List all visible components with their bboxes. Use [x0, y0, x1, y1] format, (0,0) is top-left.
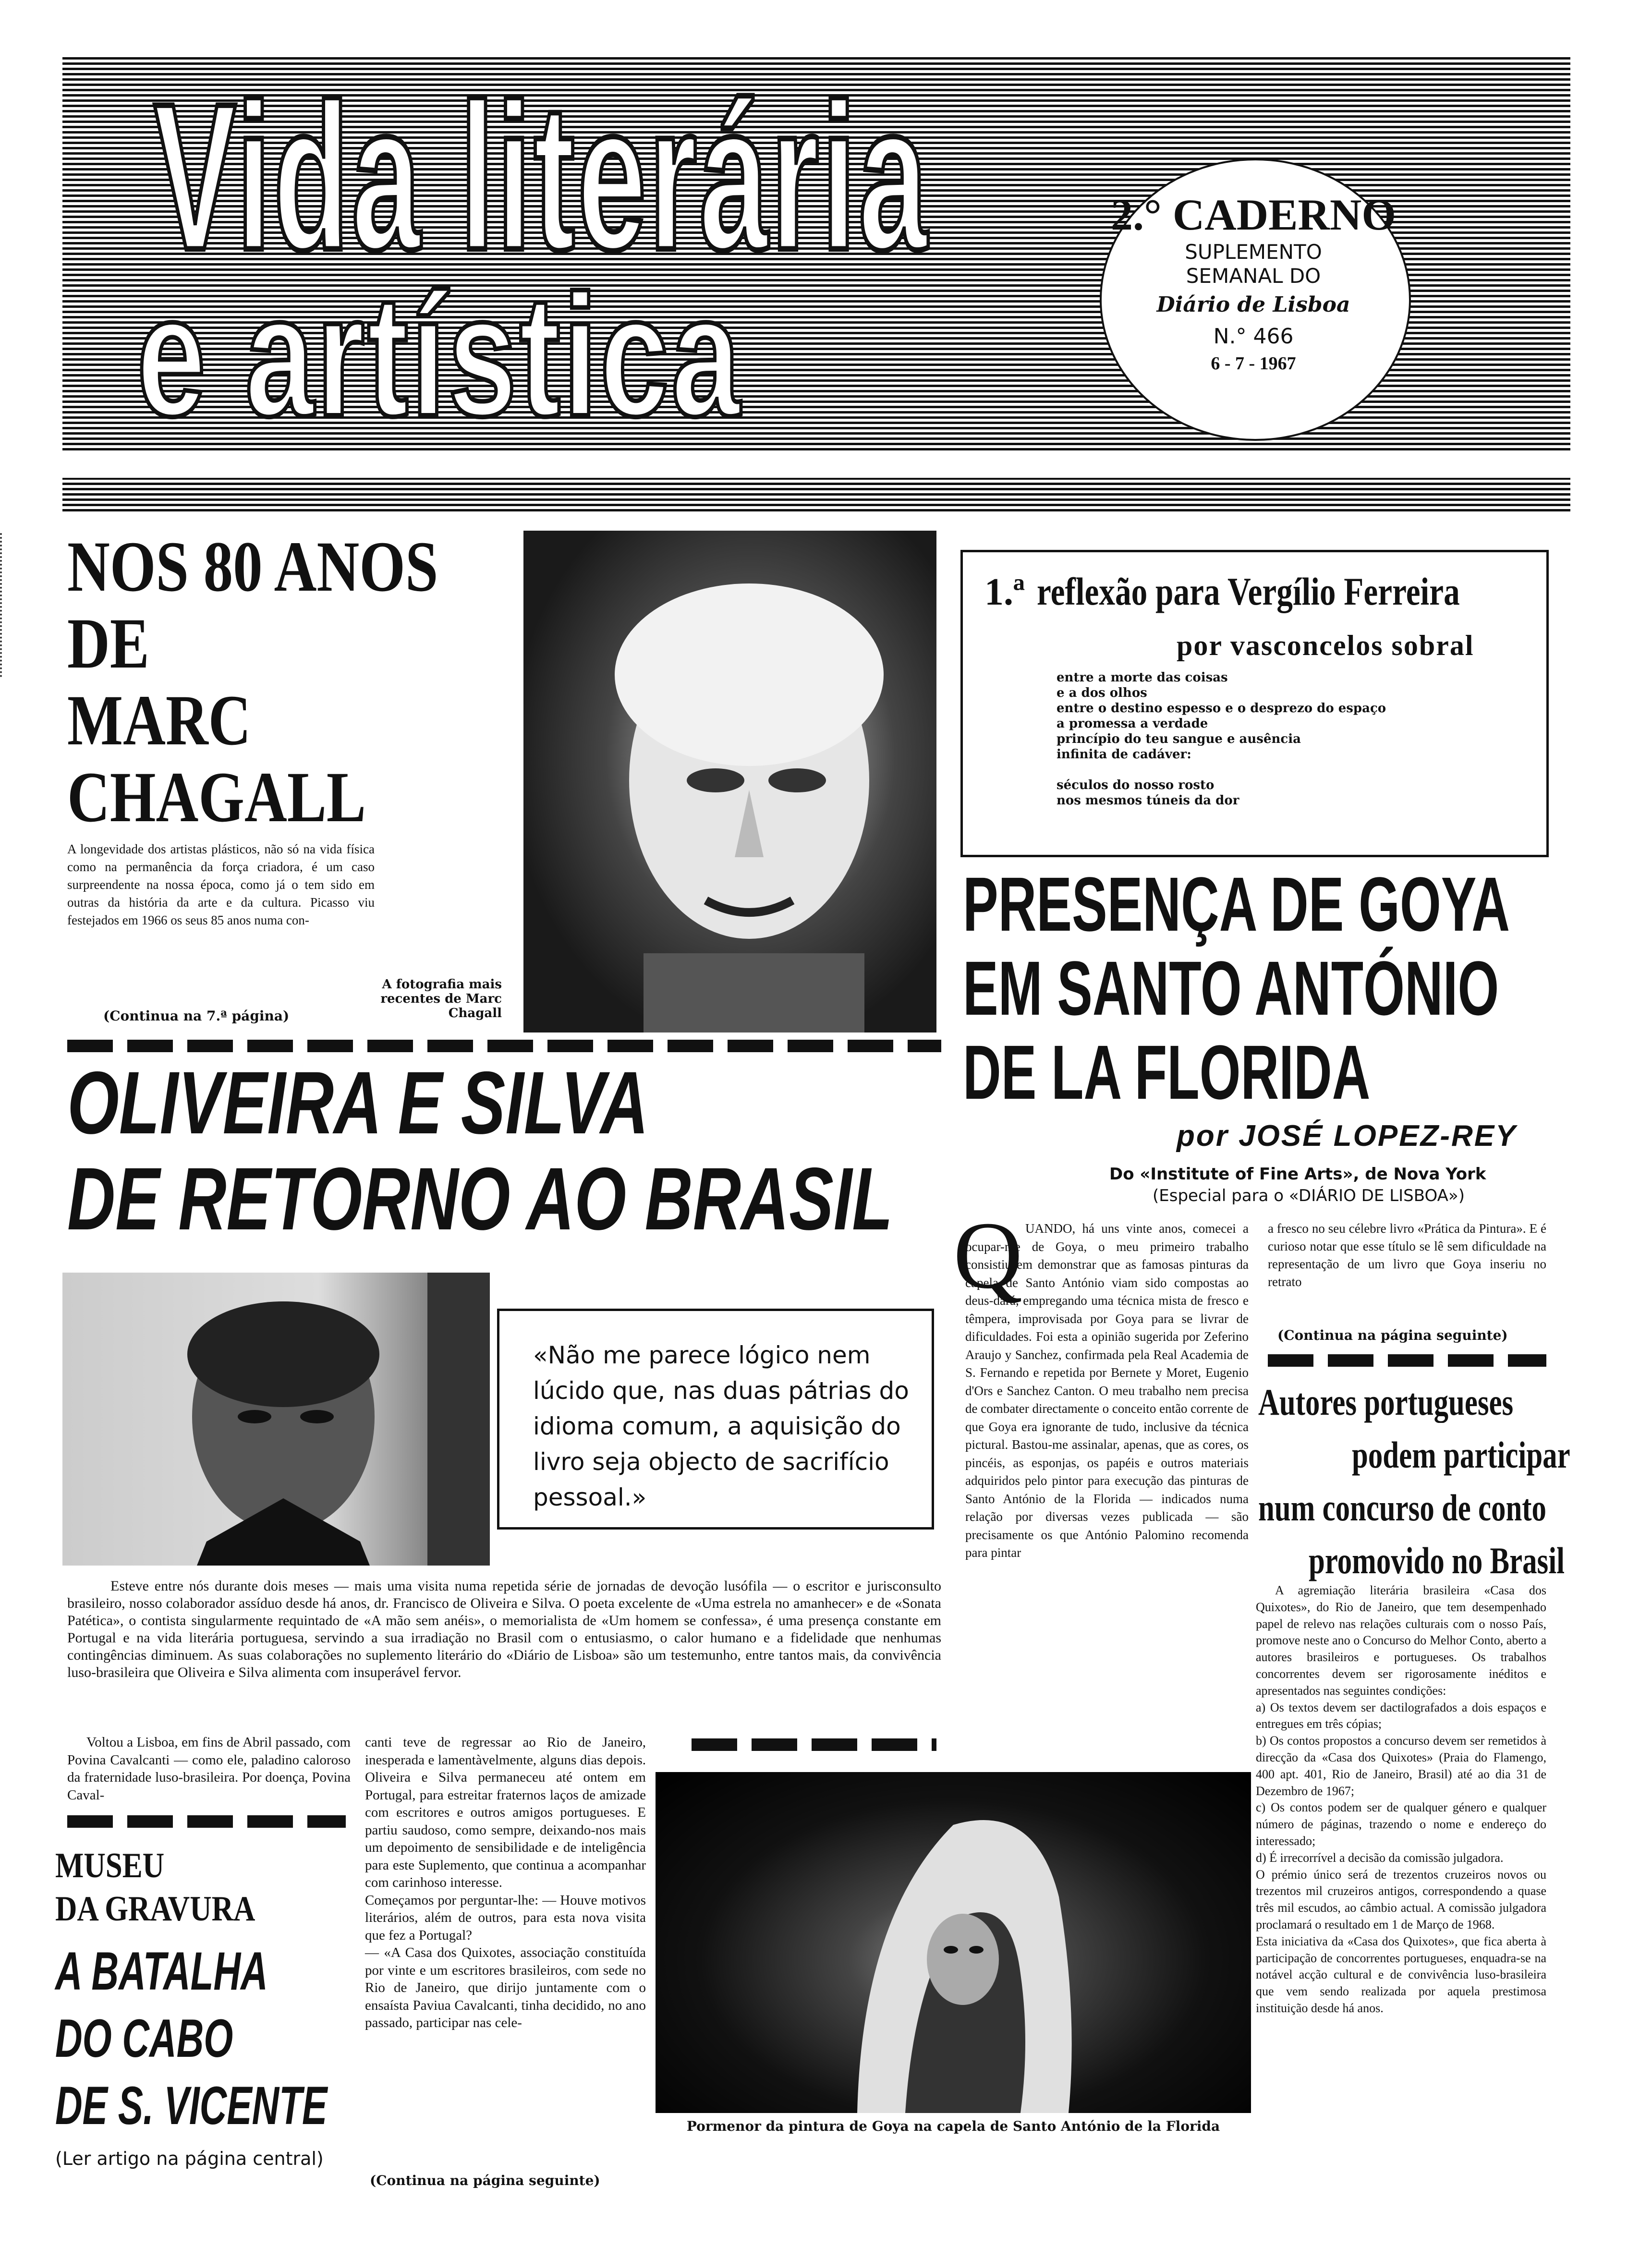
- poem-line: entre o destino espesso e o desprezo do espaço: [1057, 701, 1386, 716]
- chagall-headline-2: DE: [67, 604, 149, 683]
- museu-rule: [67, 1815, 346, 1828]
- chagall-headline-3: MARC: [67, 680, 251, 760]
- poem-byline: por vasconcelos sobral: [1177, 630, 1474, 661]
- badge-suplemento: SUPLEMENTO: [1185, 240, 1322, 264]
- oliveira-top-rule: [67, 1040, 941, 1052]
- poem-lines: [1057, 670, 1386, 808]
- oliveira-headline-2: DE RETORNO AO BRASIL: [67, 1150, 893, 1249]
- badge-newspaper-logo: Diário de Lisboa: [1156, 292, 1350, 317]
- poem-line: princípio do teu sangue e ausência: [1057, 732, 1301, 746]
- badge-semanal: SEMANAL DO: [1186, 264, 1321, 288]
- chagall-headline: [67, 528, 514, 836]
- oliveira-headline-1: OLIVEIRA E SILVA: [67, 1054, 649, 1153]
- poem-title-num: 1.ª: [984, 571, 1025, 613]
- poem-line: a promessa a verdade: [1057, 717, 1208, 731]
- masthead-lower-bar: [62, 478, 1570, 511]
- masthead-title-line2: e artística: [137, 258, 743, 452]
- museu-title-2: DO CABO: [55, 2008, 233, 2068]
- oliveira-quote: «Não me parece lógico nem lúcido que, nas duas pátrias do idioma comum, a aquisição do livro seja objecto de sacrifício pessoal.»: [533, 1341, 909, 1511]
- goya-special: (Especial para o «DIÁRIO DE LISBOA»): [1153, 1186, 1465, 1205]
- oliveira-mid-rule: [692, 1738, 936, 1751]
- autores-headline-3: num concurso de conto: [1258, 1487, 1546, 1529]
- goya-body-right: a fresco no seu célebre livro «Prática da Pintura». E é curioso notar que esse título se lê sem dificuldade na representação de um livro que Goya inseriu no retrato: [1268, 1221, 1546, 1289]
- museu-title-1: A BATALHA: [55, 1941, 268, 2001]
- poem-line: nos mesmos túneis da dor: [1057, 793, 1239, 808]
- poem-line: entre a morte das coisas: [1057, 670, 1228, 685]
- museu-block: [55, 1844, 353, 2173]
- poem-line: séculos do nosso rosto: [1057, 778, 1215, 792]
- autores-headline: [1258, 1376, 1570, 1587]
- goya-continued: (Continua na página seguinte): [1277, 1327, 1508, 1343]
- oliveira-photo: [62, 1273, 490, 1566]
- goya-painting: [656, 1772, 1251, 2113]
- poem-line: e a dos olhos: [1057, 686, 1147, 700]
- chagall-continued: (Continua na 7.ª página): [103, 1008, 290, 1024]
- museu-note: (Ler artigo na página central): [55, 2148, 324, 2169]
- goya-institute: Do «Institute of Fine Arts», de Nova York: [1109, 1165, 1486, 1184]
- chagall-photo-caption: A fotografia mais recentes de Marc Chagall: [380, 977, 502, 1020]
- badge-caderno: 2.° CADERNO: [1111, 190, 1396, 239]
- oliveira-portrait-svg: [62, 1273, 490, 1566]
- museu-title-3: DE S. VICENTE: [55, 2076, 328, 2136]
- museu-line1: MUSEU: [55, 1846, 165, 1885]
- oliveira-continued: (Continua na página seguinte): [370, 2173, 600, 2188]
- poem-title-text: reflexão para Vergílio Ferreira: [1037, 570, 1460, 613]
- goya-painting-caption: Pormenor da pintura de Goya na capela de Santo António de la Florida: [686, 2118, 1220, 2134]
- goya-byline: por JOSÉ LOPEZ-REY: [1177, 1119, 1517, 1153]
- autores-headline-2: podem participar: [1352, 1434, 1570, 1476]
- museu-line2: DA GRAVURA: [55, 1889, 255, 1929]
- goya-painting-svg: [656, 1772, 1251, 2113]
- autores-headline-1: Autores portugueses: [1258, 1381, 1514, 1423]
- goya-rule: [1268, 1354, 1546, 1367]
- caderno-badge-text: [1100, 190, 1407, 376]
- oliveira-intro: Esteve entre nós durante dois meses — mais uma visita numa repetida série de jornadas de devoção lusófila — o escritor e jurisconsulto brasileiro, nosso colaborador assíduo desde há anos, dr. Francisco de Oliveira e Silva. O poeta excelente de «Uma estrela no amanhecer» e de «Sonata Patética», o contista singularmente requintado de «A mão sem anéis», o memorialista de «Um homem se confessa», é uma presença constante em Portugal e na vida literária portuguesa, servindo a sua irradiação no Brasil com o entusiasmo, o calor humano e a fidelidade que nenhumas contingências diminuem. As suas colaborações no suplemento literário do «Diário de Lisboa» são um testemunho, entre tantos mais, da convivência luso-brasileira que Oliveira e Silva alimenta com insuperável fervor.: [67, 1578, 941, 1680]
- chagall-headline-4: CHAGALL: [67, 757, 366, 837]
- autores-body: A agremiação literária brasileira «Casa dos Quixotes», do Rio de Janeiro, que tem desempenhado papel de relevo nas relações culturais com o nosso País, promove neste ano o Concurso do Melhor Conto, aberto a autores brasileiros e portugueses. Os trabalhos concorrentes devem ser rigorosamente inéditos e apresentados nas seguintes condições: a) Os textos devem ser dactilografados a dois espaços e entregues em três cópias; b) Os contos propostos a concurso devem ser remetidos à direcção da «Casa dos Quixotes» (Praia do Flamengo, 400 apt. 401, Rio de Janeiro, Brasil) até ao dia 31 de Dezembro de 1967; c) Os contos podem ser de qualquer género e qualquer número de páginas, trazendo o nome e endereço do interessado; d) É irrecorrível a decisão da comissão julgadora. O prémio único será de trezentos cruzeiros novos ou trezentos mil cruzeiros antigos, correspondendo a quase três mil escudos, ao câmbio actual. A comissão julgadora proclamará o resultado em 1 de Março de 1968. Esta iniciativa da «Casa dos Quixotes», que fica aberta à participação de concorrentes portugueses, enquadra-se na notável acção cultural e de convivência luso-brasileira que vem sendo realizada por aquela prestimosa instituição desde há anos.: [1256, 1583, 1546, 2015]
- goya-body-left: UANDO, há uns vinte anos, comecei a ocupar-me de Goya, o meu primeiro trabalho consistiu em demonstrar que as famosas pinturas da capela de Santo António viam sido compostas ao deus-dará, empregando uma técnica mista de fresco e têmpera, improvisada por Goya para se livrar de dificuldades. Foi esta a opinião sugerida por Zeferino Araujo y Sanchez, confirmada pela Real Academia de S. Fernando e repetida por Bernete y Moret, Eugenio d'Ors e Sanchez Canton. O meu trabalho nem precisa de combater directamente o conceito então corrente de que Goya era ignorante de tudo, inclusive da técnica pictural. Bastou-me assinalar, apenas, que as cores, os pincéis, as esponjas, os papéis e outros materiais adquiridos pelo pintor para execução das pinturas de Santo António de la Florida — indicados numa relação por diversas vezes publicada — são precisamente os que António Palomino recomenda para pintar: [965, 1221, 1249, 1560]
- poem-title: [984, 569, 1553, 614]
- masthead-title-line1: Vida literária: [154, 59, 930, 294]
- oliveira-col2: canti teve de regressar ao Rio de Janeiro, inesperada e lamentàvelmente, alguns dias depois. Oliveira e Silva permaneceu até ontem em Portugal, para estreitar fraternos laços de amizade com escritores e outros amigos portugueses. E partiu saudoso, como sempre, deixando-nos mais um depoimento de sensibilidade e de inteligência para este Suplemento, que continua a acompanhar com carinhoso interesse. Começamos por perguntar-lhe: — Houve motivos literários, além de outros, para esta nova visita que fez a Portugal? — «A Casa dos Quixotes, associação constituída por vinte e um escritores brasileiros, com sede no Rio de Janeiro, que dirijo juntamente com o ensaísta Paviua Cavalcanti, tinha decidido, no ano passado, participar nas cele-: [365, 1735, 646, 2030]
- poem-line: infinita de cadáver:: [1057, 747, 1191, 762]
- chagall-portrait-svg: [523, 531, 936, 1032]
- goya-headline-2: EM SANTO ANTÓNIO: [963, 945, 1499, 1031]
- oliveira-col1: Voltou a Lisboa, em fins de Abril passado, com Povina Cavalcanti — como ele, paladino caloroso da fraternidade luso-brasileira. Por doença, Povina Caval-: [67, 1735, 351, 1803]
- goya-headline: [963, 862, 1652, 1114]
- scan-edge-marks: [0, 533, 12, 677]
- chagall-body: A longevidade dos artistas plásticos, não só na vida física como na permanência da força criadora, é um caso surpreendente na nossa época, como já o tem sido em outras da história da arte e da cultura. Picasso viu festejados em 1966 os seus 85 anos numa con-: [67, 842, 375, 927]
- chagall-headline-1: NOS 80 ANOS: [67, 527, 438, 607]
- goya-headline-3: DE LA FLORIDA: [963, 1029, 1371, 1115]
- goya-headline-1: PRESENÇA DE GOYA: [963, 861, 1510, 947]
- badge-issue: N.° 466: [1213, 324, 1294, 349]
- chagall-photo: [523, 531, 936, 1032]
- goya-dropcap: Q: [953, 1202, 1023, 1309]
- autores-headline-4: promovido no Brasil: [1309, 1540, 1565, 1581]
- poem-line: [1057, 762, 1386, 777]
- badge-date: 6 - 7 - 1967: [1211, 353, 1296, 374]
